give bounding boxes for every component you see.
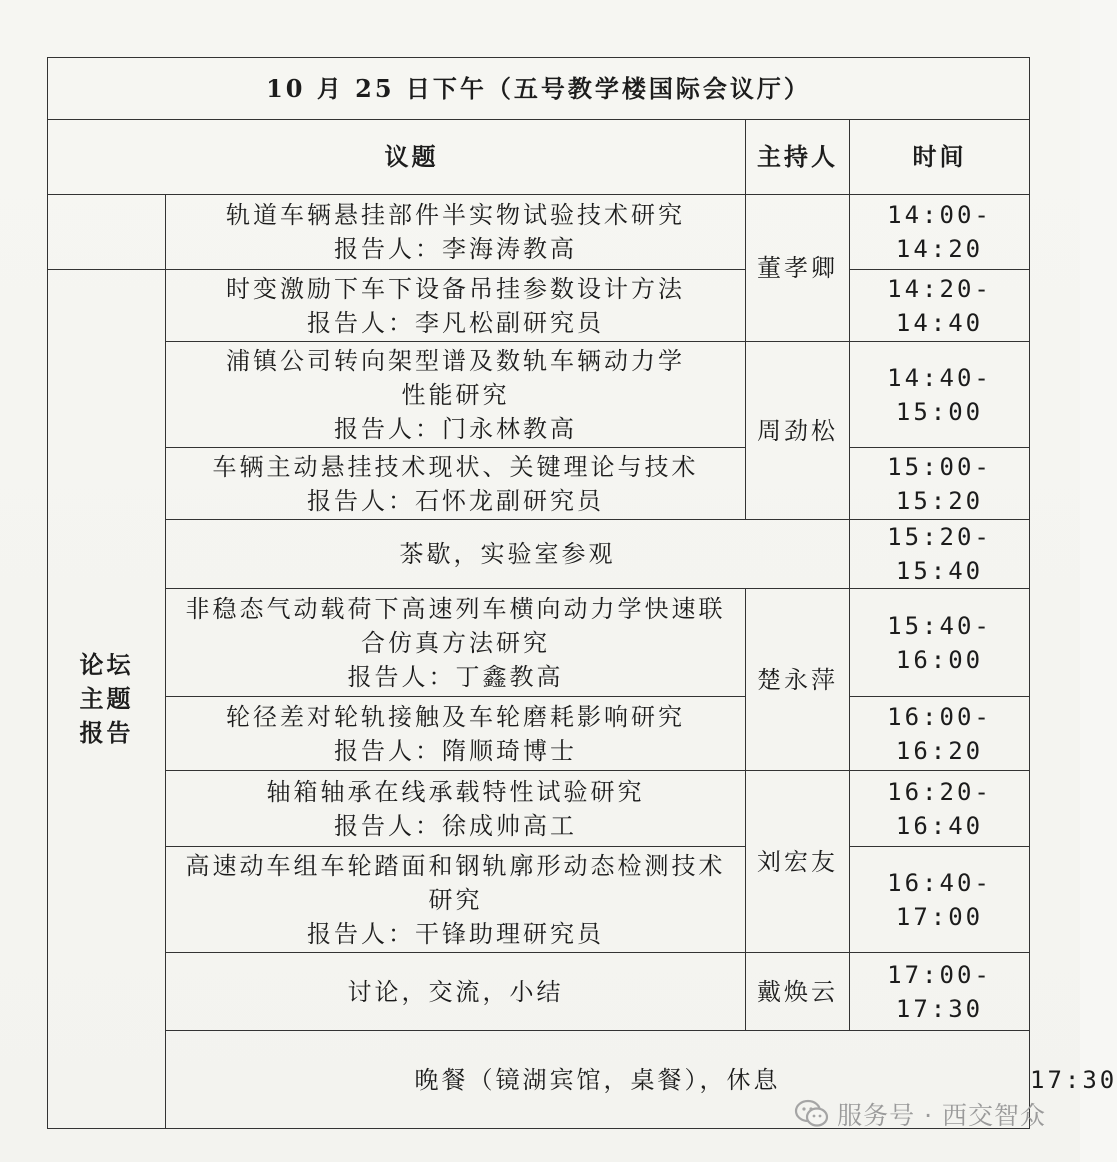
table-row	[48, 953, 1030, 1031]
topic-title: 合仿真方法研究	[361, 628, 550, 657]
topic-title: 非稳态气动载荷下高速列车横向动力学快速联	[185, 594, 726, 623]
topic-title: 研究	[428, 885, 483, 914]
dinner-row: 晚餐（镜湖宾馆，桌餐），休息 17:30	[48, 1031, 1030, 1129]
time-cell: 16:20-16:40	[850, 771, 1030, 847]
host-cell: 刘宏友	[746, 771, 850, 953]
wechat-icon	[795, 1100, 829, 1128]
topic-cell	[166, 589, 746, 697]
time-cell: 14:40-15:00	[850, 342, 1030, 448]
topic-reporter: 报告人：隋顺琦博士	[334, 736, 577, 765]
topic-reporter: 报告人：李凡松副研究员	[307, 308, 604, 337]
table-row	[48, 771, 1030, 847]
topic-title: 高速动车组车轮踏面和钢轨廓形动态检测技术	[185, 851, 726, 880]
time-cell: 17:00-17:30	[850, 953, 1030, 1031]
break-cell: 茶歇，实验室参观	[166, 520, 850, 589]
topic-reporter: 报告人：李海涛教高	[334, 235, 577, 263]
section-label-line: 主题	[79, 684, 134, 713]
table-row	[48, 448, 1030, 520]
time-cell: 16:40-17:00	[850, 847, 1030, 953]
table-row	[48, 589, 1030, 697]
table-row	[48, 847, 1030, 953]
time-cell: 15:40-16:00	[850, 589, 1030, 697]
topic-cell	[166, 847, 746, 953]
topic-title: 轨道车辆悬挂部件半实物试验技术研究	[226, 201, 685, 229]
topic-reporter: 报告人：干锋助理研究员	[307, 919, 604, 948]
table-row	[48, 697, 1030, 771]
header-host: 主持人	[746, 120, 850, 195]
topic-cell: 讨论，交流，小结	[166, 953, 746, 1031]
watermark	[795, 1096, 1046, 1132]
header-topic: 议题	[48, 120, 746, 195]
table-row	[48, 270, 1030, 342]
time-cell: 15:20-15:40	[850, 520, 1030, 589]
section-label-line: 报告	[79, 718, 134, 747]
topic-reporter: 报告人：徐成帅高工	[334, 811, 577, 840]
topic-cell	[166, 697, 746, 771]
topic-reporter: 报告人：丁鑫教高	[347, 662, 564, 691]
topic-title: 轮径差对轮轨接触及车轮磨耗影响研究	[226, 702, 685, 731]
time-cell: 15:00-15:20	[850, 448, 1030, 520]
time-cell: 14:20-14:40	[850, 270, 1030, 342]
watermark-text: 服务号 · 西交智众	[837, 1101, 1046, 1130]
host-cell: 周劲松	[746, 342, 850, 520]
topic-reporter: 报告人：门永林教高	[334, 414, 577, 443]
table-row	[48, 342, 1030, 448]
section-label	[48, 270, 166, 1129]
title-row	[48, 58, 1030, 120]
topic-reporter: 报告人：石怀龙副研究员	[307, 486, 604, 515]
topic-title: 车辆主动悬挂技术现状、关键理论与技术	[212, 452, 699, 481]
table-row	[48, 520, 1030, 589]
time-cell: 16:00-16:20	[850, 697, 1030, 771]
blank-left-cell	[48, 195, 166, 270]
topic-title: 轴箱轴承在线承载特性试验研究	[266, 777, 645, 806]
table-row	[48, 195, 1030, 270]
topic-title: 浦镇公司转向架型谱及数轨车辆动力学	[226, 346, 685, 375]
header-time: 时间	[850, 120, 1030, 195]
host-cell: 戴焕云	[746, 953, 850, 1031]
time-cell: 14:00-14:20	[850, 195, 1030, 270]
topic-title: 性能研究	[401, 380, 510, 409]
schedule-table	[47, 57, 1117, 1129]
topic-cell	[166, 270, 746, 342]
topic-cell	[166, 771, 746, 847]
host-cell: 董孝卿	[746, 195, 850, 342]
topic-cell	[166, 195, 746, 270]
header-row	[48, 120, 1030, 195]
section-label-line: 论坛	[79, 650, 134, 679]
topic-cell	[166, 448, 746, 520]
topic-cell	[166, 342, 746, 448]
host-cell: 楚永萍	[746, 589, 850, 771]
topic-title: 时变激励下车下设备吊挂参数设计方法	[226, 274, 685, 303]
schedule-title: 10 月 25 日下午（五号教学楼国际会议厅）	[48, 58, 1030, 120]
dinner-cell: 晚餐（镜湖宾馆，桌餐），休息	[166, 1031, 1030, 1129]
